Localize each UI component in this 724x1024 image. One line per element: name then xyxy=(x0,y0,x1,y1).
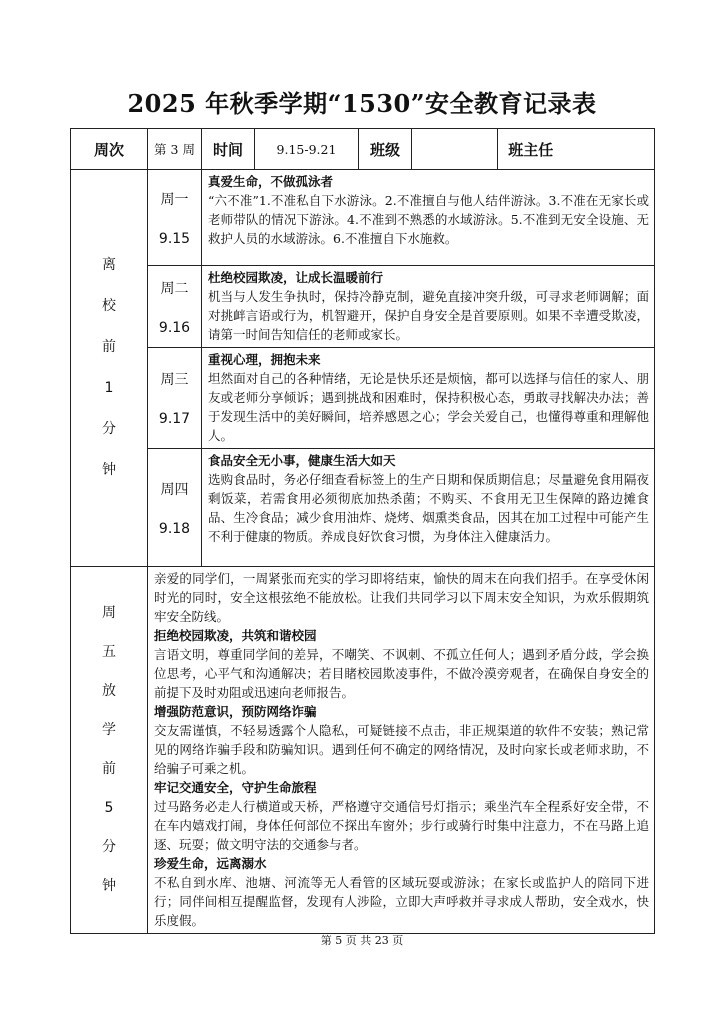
intro-text: 亲爱的同学们，一周紧张而充实的学习即将结束，愉快的周末在向我们招手。在享受休闲时光的同时，安全这根弦绝不能放松。让我们共同学习以下周末安全知识，为欢乐假期筑牢安全防线。 xyxy=(154,571,649,624)
topic-text: 交友需谨慎，不轻易透露个人隐私，可疑链接不点击，非正规渠道的软件不安装；熟记常见的网络诈骗手段和防骗知识。遇到任何不确定的网络情况，及时向家长或老师求助，不给骗子可乘之机。 xyxy=(154,723,649,776)
time-label: 时间 xyxy=(202,129,255,170)
topic-heading: 真爱生命，不做孤泳者 xyxy=(208,174,334,189)
topic-heading: 拒绝校园欺凌，共筑和谐校园 xyxy=(154,628,317,643)
topic-text: 坦然面对自己的各种情绪，无论是快乐还是烦恼，都可以选择与信任的家人、朋友或老师分享倾诉；遇到挑战和困难时，保持积极心态，勇敢寻找解决办法；善于发现生活中的美好瞬间，培养感恩之心；学会关爱自己，也懂得尊重和理解他人。 xyxy=(208,371,649,443)
topic-heading: 增强防范意识，预防网络诈骗 xyxy=(154,704,317,719)
week-label: 周次 xyxy=(71,129,148,170)
topic-heading: 重视心理，拥抱未来 xyxy=(208,352,321,367)
page-title: 2025 年秋季学期“1530”安全教育记录表 xyxy=(127,89,597,118)
week-value: 第 3 周 xyxy=(148,129,202,170)
topic-text: 过马路务必走人行横道或天桥，严格遵守交通信号灯指示；乘坐汽车全程系好安全带，不在车内嬉戏打闹，身体任何部位不探出车窗外；步行或骑行时集中注意力，不在马路上追逐、玩耍；做文明守法的交通参与者。 xyxy=(154,799,649,852)
topic-heading: 食品安全无小事，健康生活大如天 xyxy=(208,453,396,468)
tuesday-row xyxy=(71,266,655,348)
header-row xyxy=(71,129,655,170)
friday-content xyxy=(148,567,655,934)
topic-heading: 杜绝校园欺凌，让成长温暖前行 xyxy=(208,270,384,285)
topic-text: 机当与人发生争执时，保持冷静克制，避免直接冲突升级，可寻求老师调解；面对挑衅言语或行为，机智避开，保护自身安全是首要原则。如果不幸遭受欺凌，请第一时间告知信任的老师或家长。 xyxy=(208,289,649,342)
safety-record-table xyxy=(70,128,655,934)
day-cell: 周三 9.17 xyxy=(148,348,202,449)
friday-row xyxy=(71,567,655,934)
thursday-row xyxy=(71,449,655,567)
page-footer: 第 5 页 共 23 页 xyxy=(320,934,404,947)
day-content xyxy=(202,348,655,449)
wednesday-row xyxy=(71,348,655,449)
class-label: 班级 xyxy=(359,129,412,170)
class-value xyxy=(412,129,498,170)
topic-text: 不私自到水库、池塘、河流等无人看管的区域玩耍或游泳；在家长或监护人的陪同下进行；同伴间相互提醒监督，发现有人涉险，立即大声呼救并寻求成人帮助，安全戏水，快乐度假。 xyxy=(154,875,649,928)
topic-text: 选购食品时，务必仔细查看标签上的生产日期和保质期信息；尽量避免食用隔夜剩饭菜，若需食用必须彻底加热杀菌；不购买、不食用无卫生保障的路边摊食品、生冷食品；减少食用油炸、烧烤、烟熏类食品，因其在加工过程中可能产生不利于健康的物质。养成良好饮食习惯，为身体注入健康活力。 xyxy=(208,472,649,544)
topic-text: “六不准”1.不准私自下水游泳。2.不准擅自与他人结伴游泳。3.不准在无家长或老师带队的情况下游泳。4.不准到不熟悉的水域游泳。5.不准到无安全设施、无救护人员的水域游泳。6.不准擅自下水施救。 xyxy=(208,193,649,246)
day-cell: 周四 9.18 xyxy=(148,449,202,567)
day-content xyxy=(202,170,655,266)
section2-label: 周 五 放 学 前 5 分 钟 xyxy=(71,567,148,934)
topic-heading: 牢记交通安全，守护生命旅程 xyxy=(154,780,317,795)
monday-row xyxy=(71,170,655,266)
section1-label: 离 校 前 1 分 钟 xyxy=(71,170,148,567)
time-value: 9.15-9.21 xyxy=(255,129,359,170)
teacher-value xyxy=(564,129,655,170)
topic-text: 言语文明，尊重同学间的差异，不嘲笑、不讽刺、不孤立任何人；遇到矛盾分歧，学会换位思考，心平气和沟通解决；若目睹校园欺凌事件，不做冷漠旁观者，在确保自身安全的前提下及时劝阻或迅速向老师报告。 xyxy=(154,647,649,700)
topic-heading: 珍爱生命，远离溺水 xyxy=(154,856,267,871)
teacher-label: 班主任 xyxy=(498,129,564,170)
day-content xyxy=(202,266,655,348)
day-cell: 周二 9.16 xyxy=(148,266,202,348)
day-cell: 周一 9.15 xyxy=(148,170,202,266)
day-content xyxy=(202,449,655,567)
